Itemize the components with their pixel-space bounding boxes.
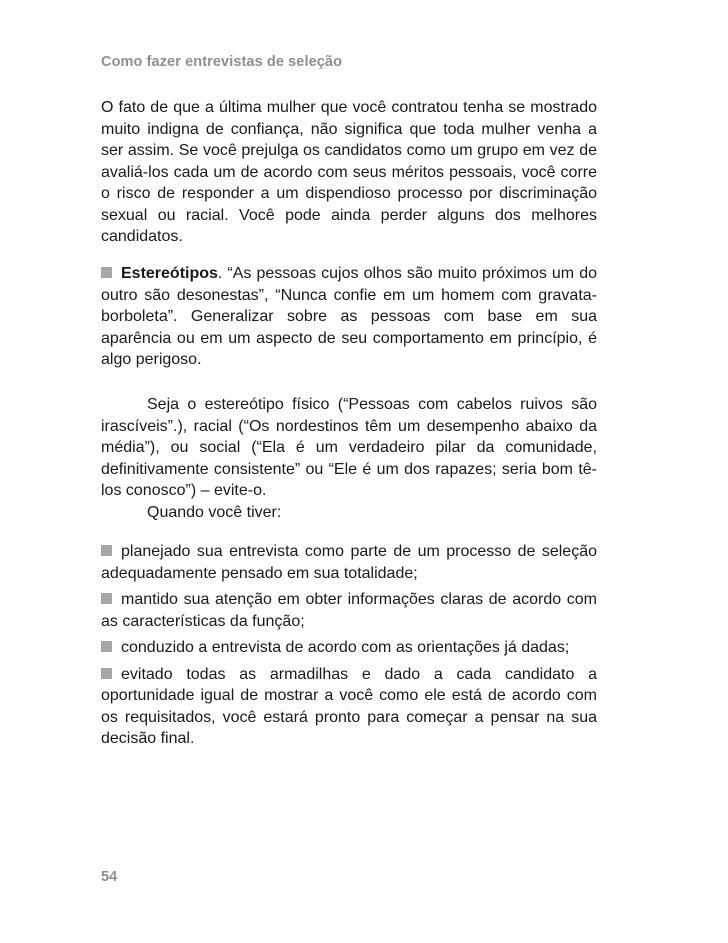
stereotypes-text: . “As pessoas cujos olhos são muito próximos um do outro são desonestas”, “Nunca confie em um homem com gravata-borboleta”. Generalizar sobre as pessoas com base em sua aparência ou em um aspecto de seu comportamento em princípio, é algo perigoso. xyxy=(101,265,597,368)
bullet-square-icon xyxy=(101,593,112,604)
paragraph-text: O fato de que a última mulher que você contratou tenha se mostrado muito indigna de confiança, não significa que toda mulher venha a ser assim. Se você prejulga os candidatos como um grupo em vez de avaliá-los cada um de acordo com seus méritos pessoais, você corre o risco de responder a um dispendioso processo por discriminação sexual ou racial. Você pode ainda perder alguns dos melhores candidatos. xyxy=(101,99,597,245)
list-item-text: planejado sua entrevista como parte de um processo de seleção adequadamente pensado em sua totalidade; xyxy=(101,543,597,582)
list-item xyxy=(101,664,597,750)
paragraph-text: Quando você tiver: xyxy=(147,503,282,521)
paragraph-examples xyxy=(101,394,597,523)
paragraph-text: Seja o estereótipo físico (“Pessoas com cabelos ruivos são irascíveis”.), racial (“Os nordestinos têm um desempenho abaixo da média”), ou social (“Ela é um verdadeiro pilar da comunidade, definitivamente consistente” ou “Ele é um dos rapazes; seria bom tê-los conosco”) – evite-o. xyxy=(101,396,597,499)
running-header: Como fazer entrevistas de seleção xyxy=(101,54,343,70)
bullet-square-icon xyxy=(101,545,112,556)
bullet-square-icon xyxy=(101,641,112,652)
page-number: 54 xyxy=(101,869,118,885)
paragraph-stereotypes xyxy=(101,263,597,371)
paragraph-discrimination xyxy=(101,97,597,248)
bullet-square-icon xyxy=(101,267,112,278)
list-item-text: conduzido a entrevista de acordo com as orientações já dadas; xyxy=(121,639,570,656)
list-item-text: mantido sua atenção em obter informações claras de acordo com as características da função; xyxy=(101,591,597,630)
bullet-square-icon xyxy=(101,668,112,679)
list-item-text: evitado todas as armadilhas e dado a cada candidato a oportunidade igual de mostrar a você como ele está de acordo com os requisitados, você estará pronto para começar a pensar na sua decisão final. xyxy=(101,665,597,747)
list-item xyxy=(101,637,597,659)
stereotypes-term: Estereótipos xyxy=(121,265,218,282)
checklist xyxy=(101,541,597,755)
list-item xyxy=(101,589,597,632)
list-item xyxy=(101,541,597,584)
